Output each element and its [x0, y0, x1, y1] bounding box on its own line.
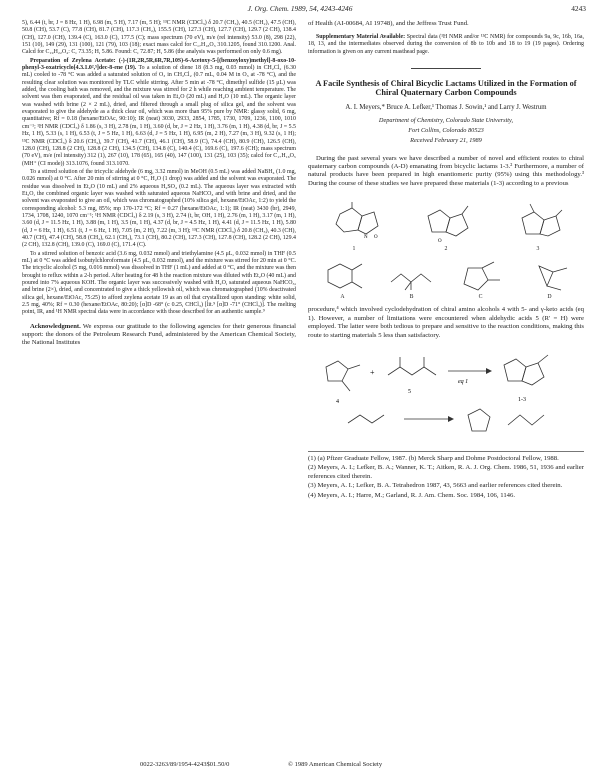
reaction-arrowhead — [486, 368, 492, 374]
footnote-2: (2) Meyers, A. I.; Lefker, B. A.; Wanner, K. T.; Aitken, R. A. J. Org. Chem. 1986, 51, 1936 and earlier references cited therein. — [308, 464, 584, 480]
reduction-paragraph: To a stirred solution of the tricyclic aldehyde (6 mg, 3.32 mmol) in MeOH (0.5 mL) was added NaBH₄ (1.0 mg, 0.026 mmol) at 0 °C. After 20 min of stirring at 0 °C, H₂O (1 drop) was added and the solvent was evaporated. The residue was dissolved in Et₂O (10 mL) and 2% aqueous H₂SO₄ (0.2 mL). The aqueous layer was extracted with Et₂O, the combined organic layer was washed with saturated aqueous NaHCO₃ and with brine and dried, and the solvent was evaporated to give an oil, which was chromatographed (10% silica gel, hexane/EtOAc, 1:2) to yield the corresponding alcohol: 5.3 mg, 85%; mp 170-172 °C; Rf = 0.27 (hexane/EtOAc, 1:1); IR (neat) 3430 (br), 2949, 1734, 1708, 1240, 1070 cm⁻¹; ¹H NMR (CDCl₃) δ 2.19 (s, 3 H), 2.74 (t, br, OH, 1 H), 2.76 (m, 1 H), 3.17 (m, 1 H), 3.60 (d, J = 11.5 Hz, 1 H), 3.88 (m, 1 H), 3.5 (m, 1 H), 4.37 (d, br, J = 4.5 Hz, 1 H), 4.41 (d, J = 11.5 Hz, 1 H), 5.80 (d, J = 6 Hz, 1 H), 6.51 (t, J = 6 Hz, 1 H), 7.05 (m, 2 H), 7.22 (m, 3 H); ¹³C NMR (CDCl₃) δ 20.8 (CH₃), 40.3 (CH), 40.7 (CH), 47.4 (CH), 58.8 (CH₂), 62.1 (CH₂), 73.1 (CH), 80.2 (CH), 127.3 (CH), 127.8 (CH), 128.2 (2 CH), 129.4 (2 CH), 132.8 (CH), 139.0 (C), 169.0 (C), 171.4 (C). — [22, 168, 296, 249]
preparation-paragraph — [22, 58, 296, 168]
footnote-4: (4) Meyers, A. I.; Harre, M.; Garland, R. J. Am. Chem. Soc. 1984, 106, 1146. — [308, 491, 516, 499]
aldehydic-acid-route — [348, 409, 544, 431]
structure-A-label: A — [340, 293, 345, 300]
left-paragraph: 5), 6.44 (t, br, J = 8 Hz, 1 H), 6.98 (m, 5 H), 7.17 (m, 5 H); ¹³C NMR (CDCl₃) δ 20.7 (CH₃), 40.5 (CH₂), 47.5 (CH), 50.8 (CH), 53.7 (C), 77.8 (CH), 81.7 (CH), 117.3 (CH₂), 155.5 (CH), 127.3 (CH), 127.7 (CH), 129.7 (2 CH), 138.4 (CH), 127.0 (CH), 139.4 (C), 163.0 (C), 177.5 (C); mass spectrum (70 eV), m/e (rel intensity) 53.0 (8), 298 (22), 151 (10), 149 (29), 131 (100), 121 (79), 103 (18); exact mass calcd for C₁₇H₁₈O₃ 310.1205, found 310.1200. Anal. Calcd for C₁₉H₂₂O₄: C, 73.35; H, 5.86. Found: C, 72.87; H, 5.86 (the analysis was performed on only 0.6 mg). — [22, 20, 296, 56]
structure-A — [316, 258, 370, 301]
right-column — [308, 20, 584, 501]
structure-A-drawing — [316, 258, 370, 294]
article-authors: A. I. Meyers,* Bruce A. Lefker,¹ Thomas J. Sowin,¹ and Larry J. Westrum — [345, 103, 547, 111]
article-body — [308, 155, 584, 500]
intro-paragraph: During the past several years we have described a number of novel and efficient routes to chiral quaternary carbon compounds (A-D) emanating from bicyclic lactams 1-3.² Furthermore, a number of natural products have been prepared in high enantiomeric purity (95%) using this methodology.³ During the course of these studies we have prepared these materials (1-3) according to a previous — [308, 154, 584, 187]
procedure-paragraph: procedure,⁴ which involved cyclodehydration of chiral amino alcohols 4 with 5- and γ-keto acids (eq 1). However, a number of limitations were encountered when aldehydic acids 5 (R' = H) were employed. The latter were both tedious to prepare and sensitive to the reaction conditions, making this route to starting materials 5 less than satisfactory. — [308, 306, 584, 339]
structure-C-drawing — [454, 258, 508, 294]
received-date: Received February 21, 1989 — [410, 137, 482, 145]
acknowledgment-text: We express our gratitude to the following agencies for their generous financial support: the donors of the Petroleum Research Fund, administered by the American Chemical Society, the National Institutes — [22, 322, 297, 347]
copyright-notice: © 1989 American Chemical Society — [288, 761, 383, 768]
footnotes — [308, 451, 584, 500]
affiliation-city: Fort Collins, Colorado 80523 — [408, 127, 484, 135]
structure-C — [454, 258, 508, 301]
footnote-3: (3) Meyers, A. I.; Lefker, B. A. Tetrahedron 1987, 43, 5663 and earlier references cited therein. — [308, 482, 563, 490]
structure-1-drawing — [326, 200, 382, 246]
structure-B-drawing — [385, 258, 439, 294]
preparation-compound: (-)-(1R,2R,5R,6R,7R,10S)-6-Acetoxy-5-[(benzoyloxy)methyl]-8-oxo-10-phenyl-3-oxatricyclo[4.3.1.0²,⁵]dec-8-ene (19). — [22, 57, 296, 72]
preparation-heading: Preparation of Zeylena Acetate: — [30, 57, 116, 64]
lactam-product — [504, 355, 548, 385]
lactam-structures-row — [308, 193, 584, 253]
acknowledgment-paragraph — [22, 323, 296, 348]
structure-B-label: B — [409, 293, 414, 300]
article-title: A Facile Synthesis of Chiral Bicyclic Lactams Utilized in the Formation of Chiral Quaternary Carbon Compounds — [315, 78, 577, 98]
svg-text:+: + — [370, 367, 375, 377]
page-header — [0, 4, 600, 18]
equation-1-scheme — [308, 345, 584, 441]
structure-C-label: C — [478, 293, 483, 300]
structure-D-label: D — [547, 293, 552, 300]
structure-3-label: 3 — [536, 245, 540, 252]
structures-figure — [308, 193, 584, 301]
supplementary-text: Spectral data (¹H NMR and/or ¹³C NMR) for compounds 9a, 9c, 16b, 16a, 18, 13, and the intermediates observed during the conversion of 8b to 10b and 18 to 19 (19 pages). Ordering information is given on any current masthead page. — [308, 34, 584, 55]
supplementary-paragraph — [308, 34, 584, 56]
acknowledgment-heading: Acknowledgment. — [30, 322, 81, 330]
page-number: 4243 — [571, 4, 586, 13]
acknowledgment-continued: of Health (AI-00684, AI 19748), and the Jeffress Trust Fund. — [308, 20, 469, 27]
structure-1 — [326, 200, 382, 253]
structure-3 — [510, 200, 566, 253]
left-column — [22, 20, 296, 348]
supplementary-heading: Supplementary Material Available: — [316, 34, 406, 41]
scheme-label-product: 1-3 — [518, 396, 526, 403]
scheme-label-5: 5 — [408, 388, 411, 395]
scheme-drawing — [308, 345, 584, 441]
structure-2-drawing — [418, 200, 474, 246]
structure-3-drawing — [510, 200, 566, 246]
amino-alcohol-4 — [326, 361, 360, 391]
svg-text:O: O — [438, 238, 442, 244]
article-code: 0022-3263/89/1954-4243$01.50/0 — [140, 761, 230, 768]
journal-citation: J. Org. Chem. 1989, 54, 4243-4246 — [247, 4, 353, 13]
structure-B — [385, 258, 439, 301]
quaternary-structures-row — [308, 253, 584, 301]
section-divider — [411, 68, 481, 69]
preparation-text: To a solution of diene 18 (8.3 mg, 0.03 mmol) in CH₂Cl₂ (6.30 mL) cooled to -78 °C was added a saturated solution of O₃ in CH₂Cl₂ (0.7 mL, 0.04 M in O₃ at -78 °C), and the resulting clear solution was monitored by TLC while stirring. After 5 min at -78 °C, dimethyl sulfide (15 μL) was added, the cooling bath was removed, and the mixture was stirred for 2 h while reaching ambient temperature. The solvent was then evaporated, and the residual oil was taken in Et₂O (20 mL) and H₂O (10 mL). The organic layer was washed with brine (2 × 2 mL), dried, and filtered through a small plug of silica gel, and the solvent was evaporated to give the aldehyde as a thick clear oil, which was more than 95% pure by NMR: glassy solid, 6 mg, quantitative; Rf = 0.18 (hexane/EtOAc, 90:10); IR (neat) 3030, 2933, 2854, 1785, 1730, 1709, 1236, 1100, 1010 cm⁻¹; ¹H NMR (CDCl₃) δ 1.86 (s, 3 H), 2.78 (m, 1 H), 3.60 (d, br, J = 2 Hz, 1 H), 3.76 (m, 1 H), 4.38 (d, br, J = 5.5 Hz, 1 H), 5.33 (s, 1 H), 6.53 (t, J = 5 Hz, 1 H), 6.63 (d, J = 5 Hz, 1 H), 6.95 (m, 2 H), 7.27 (m, 3 H), 9.32 (s, 1 H); ¹³C NMR (CDCl₃) δ 20.6 (CH₃), 39.7 (CH), 41.7 (CH), 46.1 (CH), 58.9 (C), 74.4 (CH), 80.9 (CH), 126.5 (CH), 128.0 (CH), 128.8 (2 CH), 128.8 (2 CH), 134.5 (CH), 134.8 (C), 140.4 (C), 169.6 (C), 197.6 (CH); mass spectrum (70 eV), m/e (rel intensity) 312 (1), 267 (10), 178 (65), 165 (40), 147 (100), 131 (25), 103 (35); calcd for C₁₇H₁₆O₅ (MH⁺ (CI mode)) 313.1076, found 313.1070. — [22, 65, 296, 167]
structure-2-label: 2 — [444, 245, 448, 252]
footnote-1: (1) (a) Pfizer Graduate Fellow, 1987. (b) Merck Sharp and Dohme Postdoctoral Fellow, 1988. — [308, 454, 559, 462]
structure-2 — [418, 200, 474, 253]
esterification-paragraph: To a stirred solution of benzoic acid (3.6 mg, 0.032 mmol) and triethylamine (4.5 μL, 0.032 mmol) in THF (0.5 mL) at 0 °C was added isobutylchloroformate (4.5 μL, 0.032 mmol), and the mixture was stirred for 20 min at 0 °C. The tricyclic alcohol (5 mg, 0.016 mmol) was dissolved in THF (1 mL) and added at 0 °C, and the mixture was then brought to reflux within a 2-h period. After heating for 48 h the reaction mixture was diluted with Et₂O (40 mL) and poured into 7% aqueous KOH. The organic layer was successively washed with H₂O, saturated aqueous NaHCO₃, and brine (2×), dried, and concentrated to give a thick yellowish oil, which was chromatographed (10% deactivated silica gel, hexane/EtOAc, 75:25) to afford zeylena acetate 19 as an oil that crystallized upon standing: white solid, 2.5 mg, 40%; Rf = 0.30 (hexane/EtOAc, 80:20); [α]D -68° (c 0.25, CHCl₃) [lit.⁹ [α]D -71° (CHCl₃)]. The melting point, IR, and ¹H NMR spectral data were in accordance with those described for an authentic sample.⁹ — [22, 250, 296, 316]
scheme-label-4: 4 — [336, 398, 339, 405]
structure-D — [523, 258, 577, 301]
affiliation-department: Department of Chemistry, Colorado State University, — [378, 117, 514, 125]
svg-text:N: N — [364, 234, 368, 240]
keto-acid-5 — [388, 357, 436, 375]
structure-1-label: 1 — [352, 245, 356, 252]
svg-text:O: O — [374, 234, 378, 240]
structure-D-drawing — [523, 258, 577, 294]
scheme-label-eq1: eq 1 — [458, 378, 469, 385]
